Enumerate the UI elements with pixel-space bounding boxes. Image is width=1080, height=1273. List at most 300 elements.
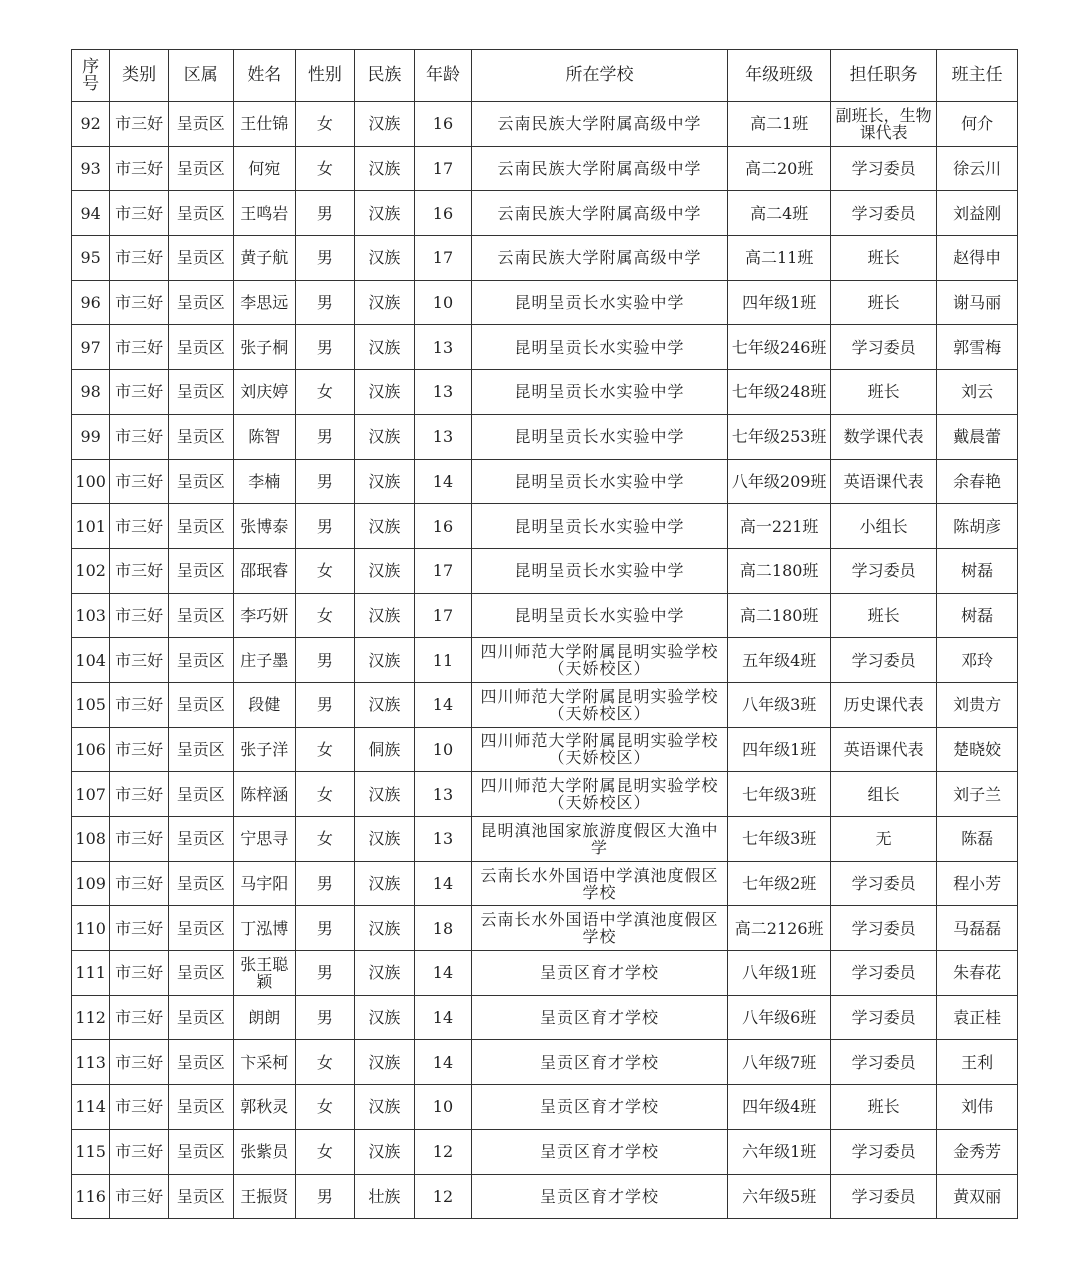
cell-district: 呈贡区 [168,191,233,236]
cell-seq: 101 [72,504,110,549]
cell-gender: 男 [296,504,355,549]
cell-ethnicity: 汉族 [354,191,415,236]
cell-grade-class: 八年级1班 [728,951,831,996]
cell-ethnicity: 汉族 [354,682,415,727]
cell-age: 14 [415,682,472,727]
cell-age: 16 [415,504,472,549]
cell-head-teacher: 楚晓姣 [937,727,1018,772]
cell-category: 市三好 [110,861,169,906]
cell-school: 昆明呈贡长水实验中学 [471,414,727,459]
table-row [72,861,1018,906]
cell-seq: 112 [72,995,110,1040]
cell-ethnicity: 汉族 [354,1040,415,1085]
cell-position: 学习委员 [831,146,937,191]
award-roster-sheet [71,49,1018,1219]
cell-district: 呈贡区 [168,102,233,147]
header-gender: 性别 [296,50,355,102]
cell-head-teacher: 戴晨蕾 [937,414,1018,459]
table-row [72,191,1018,236]
table-row [72,236,1018,281]
cell-ethnicity: 侗族 [354,727,415,772]
cell-head-teacher: 郭雪梅 [937,325,1018,370]
header-school: 所在学校 [471,50,727,102]
cell-category: 市三好 [110,414,169,459]
cell-head-teacher: 王利 [937,1040,1018,1085]
cell-ethnicity: 汉族 [354,638,415,683]
cell-name: 张博泰 [233,504,296,549]
cell-gender: 男 [296,861,355,906]
cell-ethnicity: 汉族 [354,817,415,862]
cell-district: 呈贡区 [168,772,233,817]
cell-district: 呈贡区 [168,1040,233,1085]
cell-name: 庄子墨 [233,638,296,683]
cell-position: 学习委员 [831,325,937,370]
header-age: 年龄 [415,50,472,102]
cell-name: 张子洋 [233,727,296,772]
cell-age: 17 [415,146,472,191]
cell-district: 呈贡区 [168,370,233,415]
table-row [72,414,1018,459]
table-row [72,1085,1018,1130]
cell-position: 学习委员 [831,1174,937,1219]
header-seq: 序号 [72,50,110,102]
table-row [72,817,1018,862]
cell-age: 13 [415,370,472,415]
cell-name: 郭秋灵 [233,1085,296,1130]
table-row [72,370,1018,415]
cell-category: 市三好 [110,325,169,370]
cell-head-teacher: 陈胡彦 [937,504,1018,549]
cell-name: 朗朗 [233,995,296,1040]
cell-age: 14 [415,951,472,996]
cell-grade-class: 七年级253班 [728,414,831,459]
cell-grade-class: 七年级2班 [728,861,831,906]
table-row [72,1040,1018,1085]
cell-age: 10 [415,727,472,772]
cell-grade-class: 高二2126班 [728,906,831,951]
cell-position: 班长 [831,370,937,415]
cell-school: 昆明呈贡长水实验中学 [471,548,727,593]
table-row [72,951,1018,996]
cell-district: 呈贡区 [168,325,233,370]
cell-seq: 99 [72,414,110,459]
cell-position: 数学课代表 [831,414,937,459]
cell-age: 17 [415,236,472,281]
cell-school: 四川师范大学附属昆明实验学校（天娇校区） [471,638,727,683]
cell-head-teacher: 刘子兰 [937,772,1018,817]
cell-seq: 115 [72,1129,110,1174]
cell-school: 呈贡区育才学校 [471,951,727,996]
cell-position: 历史课代表 [831,682,937,727]
cell-name: 王振贤 [233,1174,296,1219]
cell-head-teacher: 刘益刚 [937,191,1018,236]
header-category: 类别 [110,50,169,102]
cell-district: 呈贡区 [168,861,233,906]
cell-district: 呈贡区 [168,995,233,1040]
cell-district: 呈贡区 [168,146,233,191]
table-row [72,102,1018,147]
cell-gender: 男 [296,414,355,459]
cell-gender: 女 [296,1085,355,1130]
cell-age: 18 [415,906,472,951]
cell-gender: 男 [296,1174,355,1219]
cell-school: 昆明滇池国家旅游度假区大渔中学 [471,817,727,862]
cell-gender: 男 [296,995,355,1040]
cell-name: 丁泓博 [233,906,296,951]
cell-ethnicity: 汉族 [354,995,415,1040]
cell-head-teacher: 谢马丽 [937,280,1018,325]
cell-gender: 男 [296,280,355,325]
cell-grade-class: 七年级248班 [728,370,831,415]
cell-name: 张紫员 [233,1129,296,1174]
cell-district: 呈贡区 [168,1174,233,1219]
cell-age: 13 [415,772,472,817]
table-row [72,593,1018,638]
cell-category: 市三好 [110,548,169,593]
cell-category: 市三好 [110,459,169,504]
cell-name: 何宛 [233,146,296,191]
cell-school: 呈贡区育才学校 [471,1129,727,1174]
cell-seq: 104 [72,638,110,683]
cell-seq: 114 [72,1085,110,1130]
cell-school: 呈贡区育才学校 [471,1174,727,1219]
cell-name: 陈梓涵 [233,772,296,817]
cell-name: 张子桐 [233,325,296,370]
cell-name: 刘庆婷 [233,370,296,415]
cell-name: 马宇阳 [233,861,296,906]
cell-category: 市三好 [110,280,169,325]
cell-district: 呈贡区 [168,414,233,459]
table-row [72,727,1018,772]
cell-school: 四川师范大学附属昆明实验学校（天娇校区） [471,772,727,817]
cell-grade-class: 四年级4班 [728,1085,831,1130]
cell-name: 段健 [233,682,296,727]
cell-age: 12 [415,1129,472,1174]
cell-category: 市三好 [110,906,169,951]
cell-school: 昆明呈贡长水实验中学 [471,325,727,370]
cell-age: 13 [415,414,472,459]
cell-age: 16 [415,191,472,236]
table-row [72,638,1018,683]
cell-position: 学习委员 [831,861,937,906]
cell-head-teacher: 刘云 [937,370,1018,415]
cell-seq: 98 [72,370,110,415]
cell-gender: 女 [296,102,355,147]
cell-seq: 93 [72,146,110,191]
cell-gender: 男 [296,906,355,951]
cell-position: 学习委员 [831,548,937,593]
cell-seq: 103 [72,593,110,638]
cell-category: 市三好 [110,1174,169,1219]
cell-district: 呈贡区 [168,504,233,549]
cell-gender: 女 [296,727,355,772]
cell-district: 呈贡区 [168,593,233,638]
cell-ethnicity: 汉族 [354,102,415,147]
cell-grade-class: 高二1班 [728,102,831,147]
header-district: 区属 [168,50,233,102]
cell-head-teacher: 刘贵方 [937,682,1018,727]
cell-position: 学习委员 [831,906,937,951]
cell-name: 黄子航 [233,236,296,281]
cell-age: 11 [415,638,472,683]
cell-category: 市三好 [110,370,169,415]
cell-school: 云南民族大学附属高级中学 [471,146,727,191]
cell-grade-class: 七年级246班 [728,325,831,370]
cell-position: 副班长，生物课代表 [831,102,937,147]
cell-category: 市三好 [110,593,169,638]
table-row [72,280,1018,325]
cell-grade-class: 六年级1班 [728,1129,831,1174]
cell-school: 呈贡区育才学校 [471,1085,727,1130]
cell-district: 呈贡区 [168,817,233,862]
cell-grade-class: 高二4班 [728,191,831,236]
cell-category: 市三好 [110,682,169,727]
cell-gender: 女 [296,146,355,191]
cell-name: 王仕锦 [233,102,296,147]
cell-name: 宁思寻 [233,817,296,862]
cell-gender: 男 [296,191,355,236]
cell-head-teacher: 树磊 [937,593,1018,638]
cell-grade-class: 高二11班 [728,236,831,281]
cell-school: 昆明呈贡长水实验中学 [471,459,727,504]
cell-category: 市三好 [110,772,169,817]
cell-grade-class: 高一221班 [728,504,831,549]
cell-seq: 96 [72,280,110,325]
cell-gender: 女 [296,817,355,862]
cell-name: 李思远 [233,280,296,325]
cell-ethnicity: 汉族 [354,772,415,817]
cell-district: 呈贡区 [168,548,233,593]
cell-age: 13 [415,817,472,862]
cell-gender: 男 [296,638,355,683]
header-grade-class: 年级班级 [728,50,831,102]
cell-gender: 男 [296,951,355,996]
table-row [72,459,1018,504]
cell-head-teacher: 马磊磊 [937,906,1018,951]
cell-ethnicity: 汉族 [354,548,415,593]
cell-category: 市三好 [110,951,169,996]
cell-head-teacher: 树磊 [937,548,1018,593]
cell-position: 学习委员 [831,638,937,683]
cell-grade-class: 五年级4班 [728,638,831,683]
cell-grade-class: 高二180班 [728,593,831,638]
cell-head-teacher: 余春艳 [937,459,1018,504]
cell-grade-class: 七年级3班 [728,772,831,817]
cell-district: 呈贡区 [168,280,233,325]
cell-position: 无 [831,817,937,862]
cell-grade-class: 八年级7班 [728,1040,831,1085]
cell-district: 呈贡区 [168,459,233,504]
cell-gender: 男 [296,236,355,281]
cell-school: 云南民族大学附属高级中学 [471,236,727,281]
award-roster-table [71,49,1018,1219]
cell-seq: 106 [72,727,110,772]
cell-age: 10 [415,280,472,325]
cell-gender: 男 [296,325,355,370]
cell-ethnicity: 汉族 [354,325,415,370]
cell-ethnicity: 汉族 [354,1085,415,1130]
cell-seq: 102 [72,548,110,593]
table-row [72,325,1018,370]
header-row [72,50,1018,102]
cell-age: 12 [415,1174,472,1219]
cell-position: 学习委员 [831,1129,937,1174]
cell-head-teacher: 朱春花 [937,951,1018,996]
cell-seq: 110 [72,906,110,951]
cell-head-teacher: 袁正桂 [937,995,1018,1040]
cell-seq: 113 [72,1040,110,1085]
cell-age: 13 [415,325,472,370]
table-row [72,1129,1018,1174]
cell-school: 四川师范大学附属昆明实验学校（天娇校区） [471,727,727,772]
cell-seq: 116 [72,1174,110,1219]
table-row [72,146,1018,191]
cell-seq: 111 [72,951,110,996]
table-row [72,906,1018,951]
cell-position: 小组长 [831,504,937,549]
cell-position: 英语课代表 [831,459,937,504]
cell-position: 班长 [831,1085,937,1130]
cell-ethnicity: 汉族 [354,280,415,325]
cell-age: 10 [415,1085,472,1130]
cell-name: 卞采柯 [233,1040,296,1085]
cell-head-teacher: 金秀芳 [937,1129,1018,1174]
cell-age: 16 [415,102,472,147]
cell-gender: 女 [296,370,355,415]
header-ethnicity: 民族 [354,50,415,102]
cell-district: 呈贡区 [168,951,233,996]
cell-category: 市三好 [110,817,169,862]
cell-district: 呈贡区 [168,236,233,281]
cell-district: 呈贡区 [168,727,233,772]
cell-grade-class: 八年级209班 [728,459,831,504]
cell-position: 班长 [831,236,937,281]
cell-school: 呈贡区育才学校 [471,995,727,1040]
cell-school: 云南长水外国语中学滇池度假区学校 [471,906,727,951]
table-row [72,995,1018,1040]
cell-category: 市三好 [110,638,169,683]
cell-position: 学习委员 [831,951,937,996]
cell-position: 学习委员 [831,191,937,236]
cell-school: 昆明呈贡长水实验中学 [471,504,727,549]
cell-category: 市三好 [110,995,169,1040]
cell-ethnicity: 汉族 [354,593,415,638]
cell-seq: 100 [72,459,110,504]
cell-district: 呈贡区 [168,906,233,951]
cell-head-teacher: 何介 [937,102,1018,147]
cell-school: 四川师范大学附属昆明实验学校（天娇校区） [471,682,727,727]
cell-school: 昆明呈贡长水实验中学 [471,280,727,325]
cell-category: 市三好 [110,146,169,191]
cell-school: 云南长水外国语中学滇池度假区学校 [471,861,727,906]
table-row [72,1174,1018,1219]
cell-grade-class: 八年级6班 [728,995,831,1040]
cell-seq: 92 [72,102,110,147]
header-name: 姓名 [233,50,296,102]
cell-ethnicity: 汉族 [354,236,415,281]
cell-ethnicity: 汉族 [354,146,415,191]
cell-school: 昆明呈贡长水实验中学 [471,370,727,415]
cell-grade-class: 高二20班 [728,146,831,191]
cell-gender: 男 [296,682,355,727]
cell-name: 陈智 [233,414,296,459]
cell-ethnicity: 汉族 [354,459,415,504]
cell-name: 李楠 [233,459,296,504]
cell-seq: 95 [72,236,110,281]
cell-position: 学习委员 [831,1040,937,1085]
cell-ethnicity: 汉族 [354,951,415,996]
cell-gender: 男 [296,459,355,504]
cell-age: 17 [415,548,472,593]
cell-head-teacher: 徐云川 [937,146,1018,191]
cell-ethnicity: 汉族 [354,414,415,459]
cell-category: 市三好 [110,1129,169,1174]
cell-position: 英语课代表 [831,727,937,772]
cell-school: 云南民族大学附属高级中学 [471,191,727,236]
cell-category: 市三好 [110,1085,169,1130]
cell-school: 呈贡区育才学校 [471,1040,727,1085]
cell-school: 云南民族大学附属高级中学 [471,102,727,147]
cell-head-teacher: 赵得申 [937,236,1018,281]
cell-gender: 女 [296,548,355,593]
table-row [72,504,1018,549]
table-row [72,772,1018,817]
cell-age: 14 [415,995,472,1040]
cell-name: 王鸣岩 [233,191,296,236]
cell-position: 组长 [831,772,937,817]
cell-head-teacher: 陈磊 [937,817,1018,862]
cell-seq: 97 [72,325,110,370]
cell-head-teacher: 邓玲 [937,638,1018,683]
cell-position: 学习委员 [831,995,937,1040]
cell-ethnicity: 汉族 [354,370,415,415]
cell-grade-class: 四年级1班 [728,727,831,772]
header-head-teacher: 班主任 [937,50,1018,102]
table-row [72,682,1018,727]
cell-category: 市三好 [110,236,169,281]
cell-grade-class: 四年级1班 [728,280,831,325]
cell-seq: 105 [72,682,110,727]
cell-ethnicity: 汉族 [354,504,415,549]
cell-category: 市三好 [110,727,169,772]
cell-ethnicity: 汉族 [354,861,415,906]
cell-name: 李巧妍 [233,593,296,638]
roster-body [72,102,1018,1219]
cell-category: 市三好 [110,504,169,549]
table-row [72,548,1018,593]
cell-district: 呈贡区 [168,1085,233,1130]
cell-name: 邵珉睿 [233,548,296,593]
cell-gender: 女 [296,1040,355,1085]
cell-grade-class: 六年级5班 [728,1174,831,1219]
cell-position: 班长 [831,280,937,325]
cell-head-teacher: 程小芳 [937,861,1018,906]
cell-position: 班长 [831,593,937,638]
header-position: 担任职务 [831,50,937,102]
cell-seq: 107 [72,772,110,817]
cell-ethnicity: 汉族 [354,1129,415,1174]
cell-gender: 女 [296,1129,355,1174]
cell-district: 呈贡区 [168,1129,233,1174]
cell-category: 市三好 [110,1040,169,1085]
cell-head-teacher: 黄双丽 [937,1174,1018,1219]
cell-gender: 女 [296,593,355,638]
cell-head-teacher: 刘伟 [937,1085,1018,1130]
cell-grade-class: 七年级3班 [728,817,831,862]
cell-age: 14 [415,861,472,906]
cell-school: 昆明呈贡长水实验中学 [471,593,727,638]
cell-seq: 109 [72,861,110,906]
